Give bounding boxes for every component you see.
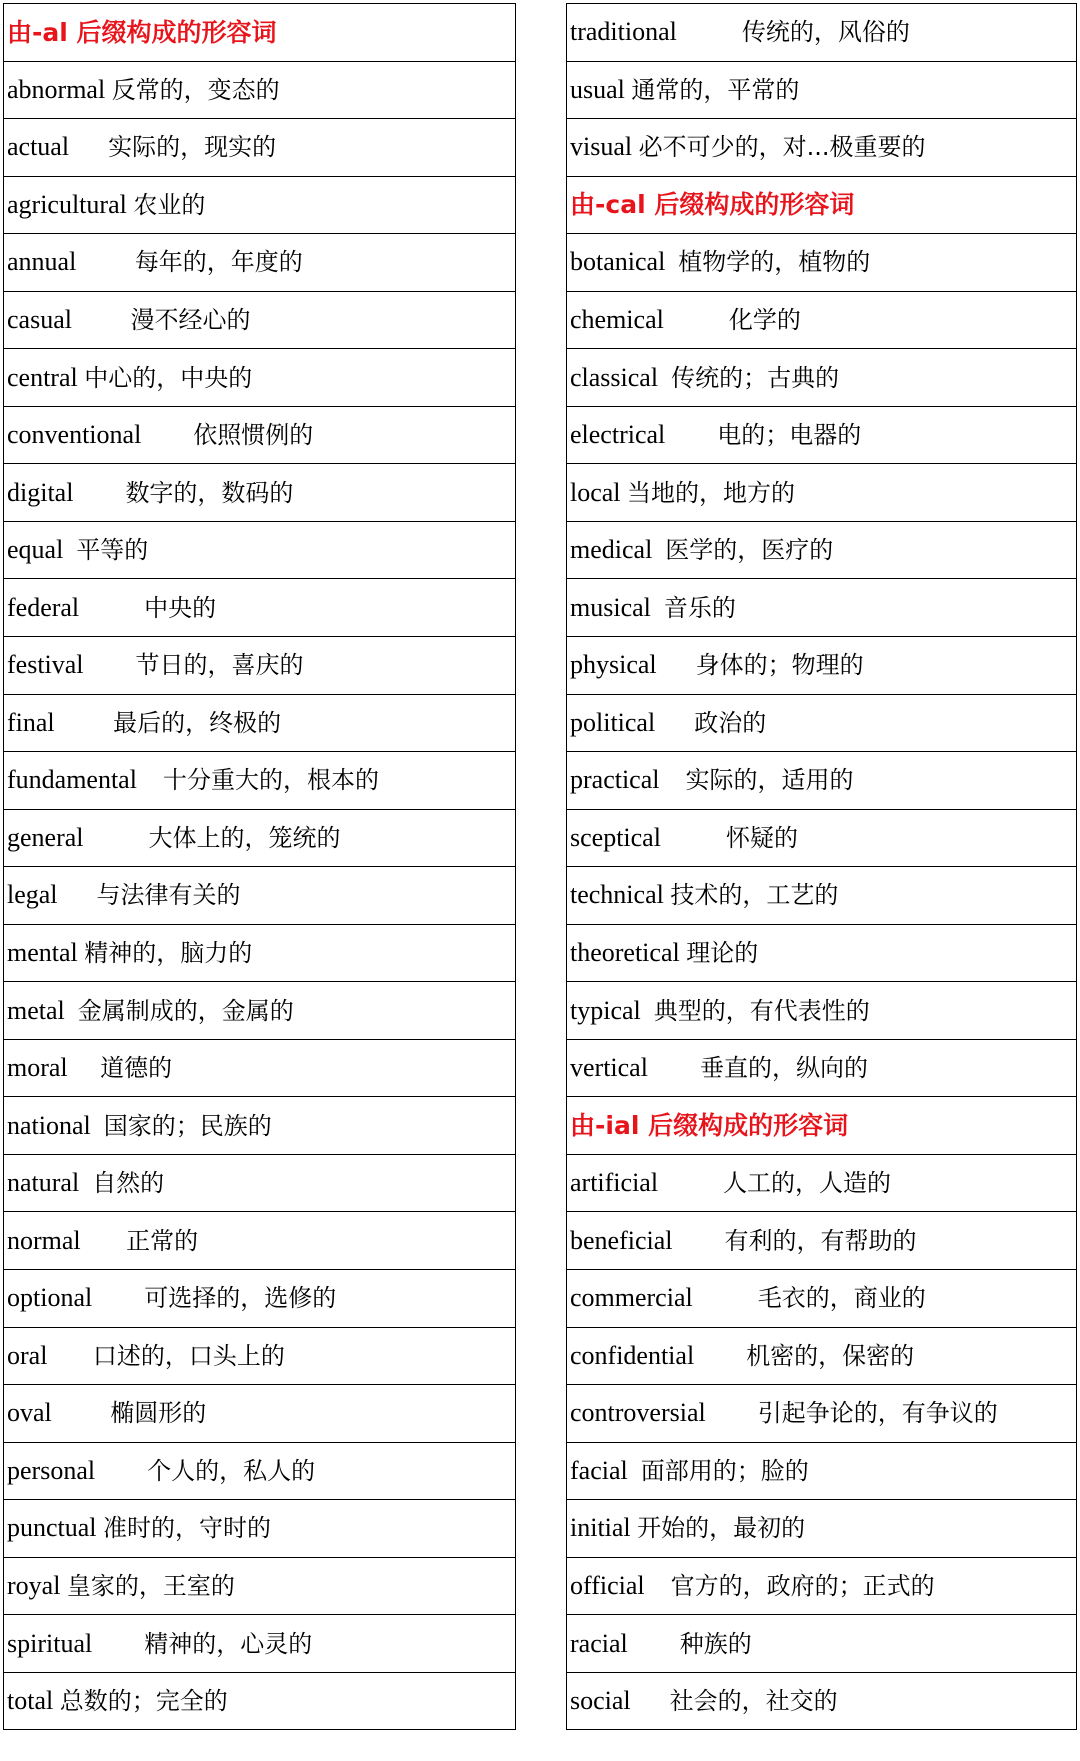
word-spacing xyxy=(648,1053,700,1082)
word-spacing xyxy=(641,996,654,1025)
vocabulary-row xyxy=(4,1442,516,1500)
word-spacing xyxy=(665,247,678,276)
chinese-meaning: 社会的，社交的 xyxy=(669,1687,838,1716)
english-word: spiritual xyxy=(7,1628,93,1658)
english-word: final xyxy=(7,707,55,737)
chinese-meaning: 植物学的，植物的 xyxy=(678,248,871,277)
vocabulary-row xyxy=(4,119,516,177)
vocabulary-row xyxy=(4,521,516,579)
chinese-meaning: 每年的，年度的 xyxy=(134,248,303,277)
english-word: normal xyxy=(7,1225,81,1255)
vocabulary-row xyxy=(567,982,1077,1040)
chinese-meaning: 人工的，人造的 xyxy=(723,1169,892,1198)
chinese-meaning: 道德的 xyxy=(100,1054,173,1083)
vocabulary-row xyxy=(567,119,1077,177)
vocabulary-entry-cell xyxy=(4,521,516,579)
word-spacing xyxy=(693,1283,758,1312)
vocabulary-row xyxy=(567,867,1077,925)
english-word: conventional xyxy=(7,420,142,450)
vocabulary-entry-cell xyxy=(567,867,1077,925)
vocabulary-row xyxy=(4,1039,516,1097)
vocabulary-row xyxy=(4,176,516,234)
word-spacing xyxy=(92,1283,144,1312)
vocabulary-entry-cell xyxy=(4,1212,516,1270)
english-word: legal xyxy=(7,880,58,910)
word-spacing xyxy=(137,765,163,794)
vocabulary-row xyxy=(4,924,516,982)
vocabulary-row xyxy=(567,464,1077,522)
vocabulary-row xyxy=(4,1615,516,1673)
vocabulary-row xyxy=(567,1672,1077,1730)
vocabulary-row xyxy=(567,1327,1077,1385)
vocabulary-entry-cell xyxy=(567,1672,1077,1730)
word-spacing xyxy=(81,1226,127,1255)
vocabulary-entry-cell xyxy=(4,1615,516,1673)
english-word: technical xyxy=(570,880,664,910)
vocabulary-entry-cell xyxy=(4,637,516,695)
vocabulary-entry-cell xyxy=(567,1212,1077,1270)
english-word: moral xyxy=(7,1053,68,1083)
vocabulary-entry-cell xyxy=(4,234,516,292)
chinese-meaning: 正常的 xyxy=(126,1226,199,1255)
vocabulary-row xyxy=(4,464,516,522)
vocabulary-row xyxy=(567,1039,1077,1097)
english-word: sceptical xyxy=(570,822,661,852)
english-word: visual xyxy=(570,132,633,162)
vocabulary-row xyxy=(567,1212,1077,1270)
chinese-meaning: 口述的，口头上的 xyxy=(92,1341,285,1370)
english-word: artificial xyxy=(570,1168,659,1198)
english-word: annual xyxy=(7,247,77,277)
word-spacing xyxy=(660,765,686,794)
chinese-meaning: 反常的，变态的 xyxy=(111,75,280,104)
vocabulary-entry-cell xyxy=(567,234,1077,292)
chinese-meaning: 机密的，保密的 xyxy=(746,1341,915,1370)
chinese-meaning: 农业的 xyxy=(133,190,206,219)
chinese-meaning: 开始的，最初的 xyxy=(637,1514,806,1543)
left-table-body xyxy=(4,4,516,1730)
section-heading-cell xyxy=(567,1097,1077,1155)
vocabulary-row xyxy=(567,752,1077,810)
english-word: central xyxy=(7,362,78,392)
vocabulary-row xyxy=(567,234,1077,292)
vocabulary-row xyxy=(4,1557,516,1615)
chinese-meaning: 可选择的，选修的 xyxy=(144,1284,337,1313)
right-table-body xyxy=(567,4,1077,1730)
word-spacing xyxy=(661,823,726,852)
section-heading-row xyxy=(4,4,516,62)
english-word: musical xyxy=(570,592,651,622)
vocabulary-entry-cell xyxy=(567,1442,1077,1500)
vocabulary-row xyxy=(567,694,1077,752)
section-heading-text: 由-al 后缀构成的形容词 xyxy=(7,17,277,47)
chinese-meaning: 数字的，数码的 xyxy=(125,478,294,507)
vocabulary-entry-cell xyxy=(567,637,1077,695)
chinese-meaning: 电的；电器的 xyxy=(717,421,862,450)
vocabulary-row xyxy=(4,1154,516,1212)
word-spacing xyxy=(79,1168,92,1197)
vocabulary-entry-cell xyxy=(4,579,516,637)
english-word: typical xyxy=(570,995,641,1025)
english-word: local xyxy=(570,477,621,507)
vocabulary-entry-cell xyxy=(567,982,1077,1040)
english-word: medical xyxy=(570,535,653,565)
english-word: usual xyxy=(570,74,625,104)
word-spacing xyxy=(673,1226,725,1255)
english-word: official xyxy=(570,1571,645,1601)
vocabulary-entry-cell xyxy=(567,1557,1077,1615)
vocabulary-row xyxy=(567,349,1077,407)
vocabulary-entry-cell xyxy=(4,61,516,119)
vocabulary-entry-cell xyxy=(567,4,1077,62)
vocabulary-entry-cell xyxy=(567,349,1077,407)
vocabulary-row xyxy=(567,291,1077,349)
english-word: festival xyxy=(7,650,84,680)
chinese-meaning: 怀疑的 xyxy=(725,823,798,852)
word-spacing xyxy=(664,305,729,334)
english-word: electrical xyxy=(570,420,666,450)
english-word: traditional xyxy=(570,17,677,47)
vocabulary-entry-cell xyxy=(4,1327,516,1385)
section-heading-row xyxy=(567,1097,1077,1155)
english-word: fundamental xyxy=(7,765,137,795)
vocabulary-row xyxy=(4,809,516,867)
english-word: political xyxy=(570,707,656,737)
chinese-meaning: 典型的，有代表性的 xyxy=(653,996,870,1025)
vocabulary-entry-cell xyxy=(4,1039,516,1097)
english-word: confidential xyxy=(570,1340,695,1370)
vocabulary-row xyxy=(4,61,516,119)
chinese-meaning: 个人的，私人的 xyxy=(147,1456,316,1485)
vocabulary-row xyxy=(4,406,516,464)
english-word: practical xyxy=(570,765,660,795)
word-spacing xyxy=(665,420,717,449)
vocabulary-row xyxy=(567,521,1077,579)
chinese-meaning: 精神的，心灵的 xyxy=(144,1629,313,1658)
word-spacing xyxy=(141,420,193,449)
vocabulary-entry-cell xyxy=(567,61,1077,119)
section-heading-text: 由-cal 后缀构成的形容词 xyxy=(570,190,855,220)
english-word: digital xyxy=(7,477,74,507)
vocabulary-row xyxy=(567,1557,1077,1615)
chinese-meaning: 传统的；古典的 xyxy=(671,363,840,392)
vocabulary-row xyxy=(4,1212,516,1270)
word-spacing xyxy=(628,1456,641,1485)
chinese-meaning: 精神的，脑力的 xyxy=(84,939,253,968)
chinese-meaning: 国家的；民族的 xyxy=(103,1111,272,1140)
english-word: equal xyxy=(7,535,64,565)
section-heading-row xyxy=(567,176,1077,234)
english-word: vertical xyxy=(570,1053,648,1083)
english-word: optional xyxy=(7,1283,93,1313)
vocabulary-row xyxy=(4,694,516,752)
word-spacing xyxy=(677,17,742,46)
vocabulary-entry-cell xyxy=(567,464,1077,522)
word-spacing xyxy=(84,650,136,679)
english-word: racial xyxy=(570,1628,628,1658)
word-spacing xyxy=(631,1686,670,1715)
chinese-meaning: 椭圆形的 xyxy=(110,1399,207,1428)
vocabulary-entry-cell xyxy=(567,1385,1077,1443)
vocabulary-row xyxy=(567,1615,1077,1673)
english-word: metal xyxy=(7,995,65,1025)
word-spacing xyxy=(645,1571,671,1600)
english-word: federal xyxy=(7,592,80,622)
english-word: general xyxy=(7,822,84,852)
english-word: royal xyxy=(7,1571,61,1601)
chinese-meaning: 金属制成的，金属的 xyxy=(77,996,294,1025)
chinese-meaning: 总数的；完全的 xyxy=(59,1687,228,1716)
section-heading-cell xyxy=(4,4,516,62)
chinese-meaning: 种族的 xyxy=(679,1629,752,1658)
vocabulary-row xyxy=(4,1500,516,1558)
vocabulary-entry-cell xyxy=(4,1672,516,1730)
english-word: agricultural xyxy=(7,189,127,219)
vocabulary-entry-cell xyxy=(4,291,516,349)
vocabulary-entry-cell xyxy=(567,1615,1077,1673)
english-word: mental xyxy=(7,938,78,968)
chinese-meaning: 面部用的；脸的 xyxy=(640,1456,809,1485)
section-heading-text: 由-ial 后缀构成的形容词 xyxy=(570,1111,849,1141)
english-word: national xyxy=(7,1110,91,1140)
vocabulary-entry-cell xyxy=(4,809,516,867)
english-word: natural xyxy=(7,1168,80,1198)
vocabulary-entry-cell xyxy=(567,291,1077,349)
word-spacing xyxy=(55,708,114,737)
vocabulary-entry-cell xyxy=(567,1327,1077,1385)
english-word: theoretical xyxy=(570,938,680,968)
vocabulary-entry-cell xyxy=(4,349,516,407)
vocabulary-row xyxy=(4,1270,516,1328)
english-word: abnormal xyxy=(7,74,106,104)
vocabulary-entry-cell xyxy=(567,1039,1077,1097)
vocabulary-entry-cell xyxy=(4,1500,516,1558)
word-spacing xyxy=(73,478,125,507)
word-spacing xyxy=(58,880,97,909)
chinese-meaning: 平等的 xyxy=(76,536,149,565)
word-spacing xyxy=(84,823,149,852)
word-spacing xyxy=(706,1398,758,1427)
vocabulary-entry-cell xyxy=(567,579,1077,637)
vocabulary-row xyxy=(567,4,1077,62)
vocabulary-row xyxy=(567,61,1077,119)
vocabulary-row xyxy=(4,1385,516,1443)
word-spacing xyxy=(651,593,664,622)
chinese-meaning: 技术的，工艺的 xyxy=(670,881,839,910)
vocabulary-entry-cell xyxy=(4,982,516,1040)
chinese-meaning: 十分重大的，根本的 xyxy=(162,766,379,795)
english-word: actual xyxy=(7,132,70,162)
english-word: beneficial xyxy=(570,1225,673,1255)
english-word: social xyxy=(570,1686,631,1716)
vocabulary-row xyxy=(4,867,516,925)
left-vocabulary-table xyxy=(3,3,516,1730)
section-heading-cell xyxy=(567,176,1077,234)
vocabulary-entry-cell xyxy=(4,464,516,522)
vocabulary-row xyxy=(567,1270,1077,1328)
chinese-meaning: 与法律有关的 xyxy=(96,881,241,910)
vocabulary-entry-cell xyxy=(4,1097,516,1155)
word-spacing xyxy=(658,363,671,392)
vocabulary-entry-cell xyxy=(4,1442,516,1500)
vocabulary-entry-cell xyxy=(4,176,516,234)
chinese-meaning: 垂直的，纵向的 xyxy=(699,1054,868,1083)
vocabulary-entry-cell xyxy=(567,521,1077,579)
word-spacing xyxy=(92,1629,144,1658)
chinese-meaning: 必不可少的，对...极重要的 xyxy=(638,133,926,162)
chinese-meaning: 实际的，现实的 xyxy=(108,133,277,162)
english-word: total xyxy=(7,1686,54,1716)
vocabulary-row xyxy=(4,1327,516,1385)
english-word: oval xyxy=(7,1398,52,1428)
vocabulary-entry-cell xyxy=(567,924,1077,982)
chinese-meaning: 最后的，终极的 xyxy=(113,708,282,737)
vocabulary-entry-cell xyxy=(567,1500,1077,1558)
word-spacing xyxy=(52,1398,111,1427)
vocabulary-row xyxy=(4,291,516,349)
right-vocabulary-table xyxy=(566,3,1077,1730)
vocabulary-entry-cell xyxy=(567,694,1077,752)
vocabulary-entry-cell xyxy=(567,1154,1077,1212)
chinese-meaning: 理论的 xyxy=(686,939,759,968)
chinese-meaning: 漫不经心的 xyxy=(130,306,251,334)
vocabulary-entry-cell xyxy=(567,119,1077,177)
word-spacing xyxy=(68,1053,101,1082)
vocabulary-row xyxy=(567,924,1077,982)
english-word: initial xyxy=(570,1513,631,1543)
vocabulary-entry-cell xyxy=(4,1270,516,1328)
vocabulary-entry-cell xyxy=(567,406,1077,464)
vocabulary-row xyxy=(4,579,516,637)
chinese-meaning: 依照惯例的 xyxy=(193,421,314,450)
vocabulary-row xyxy=(4,637,516,695)
chinese-meaning: 节日的，喜庆的 xyxy=(135,651,304,680)
english-word: oral xyxy=(7,1340,48,1370)
word-spacing xyxy=(79,593,144,622)
chinese-meaning: 毛衣的，商业的 xyxy=(757,1284,926,1313)
english-word: punctual xyxy=(7,1513,97,1543)
word-spacing xyxy=(69,132,108,161)
vocabulary-row xyxy=(567,1385,1077,1443)
vocabulary-entry-cell xyxy=(567,752,1077,810)
vocabulary-row xyxy=(567,1500,1077,1558)
word-spacing xyxy=(63,535,76,564)
vocabulary-entry-cell xyxy=(4,752,516,810)
chinese-meaning: 音乐的 xyxy=(663,593,736,622)
vocabulary-entry-cell xyxy=(4,924,516,982)
chinese-meaning: 准时的，守时的 xyxy=(103,1514,272,1543)
english-word: classical xyxy=(570,362,659,392)
chinese-meaning: 实际的，适用的 xyxy=(685,766,854,795)
english-word: controversial xyxy=(570,1398,706,1428)
english-word: commercial xyxy=(570,1283,693,1313)
word-spacing xyxy=(47,1341,93,1370)
vocabulary-row xyxy=(567,1154,1077,1212)
chinese-meaning: 有利的，有帮助的 xyxy=(724,1226,917,1255)
chinese-meaning: 引起争论的，有争议的 xyxy=(757,1399,998,1428)
vocabulary-row xyxy=(4,982,516,1040)
vocabulary-row xyxy=(4,1097,516,1155)
vocabulary-row xyxy=(567,1442,1077,1500)
word-spacing xyxy=(628,1629,680,1658)
vocabulary-row xyxy=(4,234,516,292)
word-spacing xyxy=(652,535,665,564)
word-spacing xyxy=(65,996,78,1025)
chinese-meaning: 当地的，地方的 xyxy=(627,478,796,507)
word-spacing xyxy=(694,1341,746,1370)
word-spacing xyxy=(655,708,694,737)
word-spacing xyxy=(657,650,696,679)
vocabulary-entry-cell xyxy=(4,406,516,464)
vocabulary-entry-cell xyxy=(567,809,1077,867)
word-spacing xyxy=(91,1111,104,1140)
chinese-meaning: 医学的，医疗的 xyxy=(665,536,834,565)
vocabulary-entry-cell xyxy=(4,1154,516,1212)
english-word: facial xyxy=(570,1455,628,1485)
chinese-meaning: 官方的，政府的；正式的 xyxy=(670,1572,935,1601)
word-spacing xyxy=(95,1456,147,1485)
vocabulary-entry-cell xyxy=(4,119,516,177)
chinese-meaning: 自然的 xyxy=(92,1169,165,1198)
vocabulary-entry-cell xyxy=(4,1385,516,1443)
word-spacing xyxy=(72,305,131,334)
vocabulary-row xyxy=(567,579,1077,637)
english-word: botanical xyxy=(570,247,666,277)
chinese-meaning: 通常的，平常的 xyxy=(631,75,800,104)
english-word: chemical xyxy=(570,305,664,334)
chinese-meaning: 大体上的，笼统的 xyxy=(148,823,341,852)
chinese-meaning: 皇家的，王室的 xyxy=(66,1572,235,1601)
chinese-meaning: 身体的；物理的 xyxy=(695,651,864,680)
word-spacing xyxy=(76,247,135,276)
vocabulary-row xyxy=(567,406,1077,464)
chinese-meaning: 政治的 xyxy=(694,708,767,737)
chinese-meaning: 传统的，风俗的 xyxy=(741,18,910,47)
english-word: personal xyxy=(7,1455,96,1485)
chinese-meaning: 中央的 xyxy=(144,593,217,622)
english-word: casual xyxy=(7,305,72,334)
vocabulary-entry-cell xyxy=(4,694,516,752)
word-spacing xyxy=(658,1168,723,1197)
vocabulary-row xyxy=(4,1672,516,1730)
vocabulary-row xyxy=(4,752,516,810)
vocabulary-entry-cell xyxy=(567,1270,1077,1328)
chinese-meaning: 中心的，中央的 xyxy=(84,363,253,392)
vocabulary-entry-cell xyxy=(4,1557,516,1615)
vocabulary-entry-cell xyxy=(4,867,516,925)
chinese-meaning: 化学的 xyxy=(728,306,801,334)
vocabulary-row xyxy=(567,637,1077,695)
vocabulary-row xyxy=(4,349,516,407)
english-word: physical xyxy=(570,650,657,680)
vocabulary-row xyxy=(567,809,1077,867)
